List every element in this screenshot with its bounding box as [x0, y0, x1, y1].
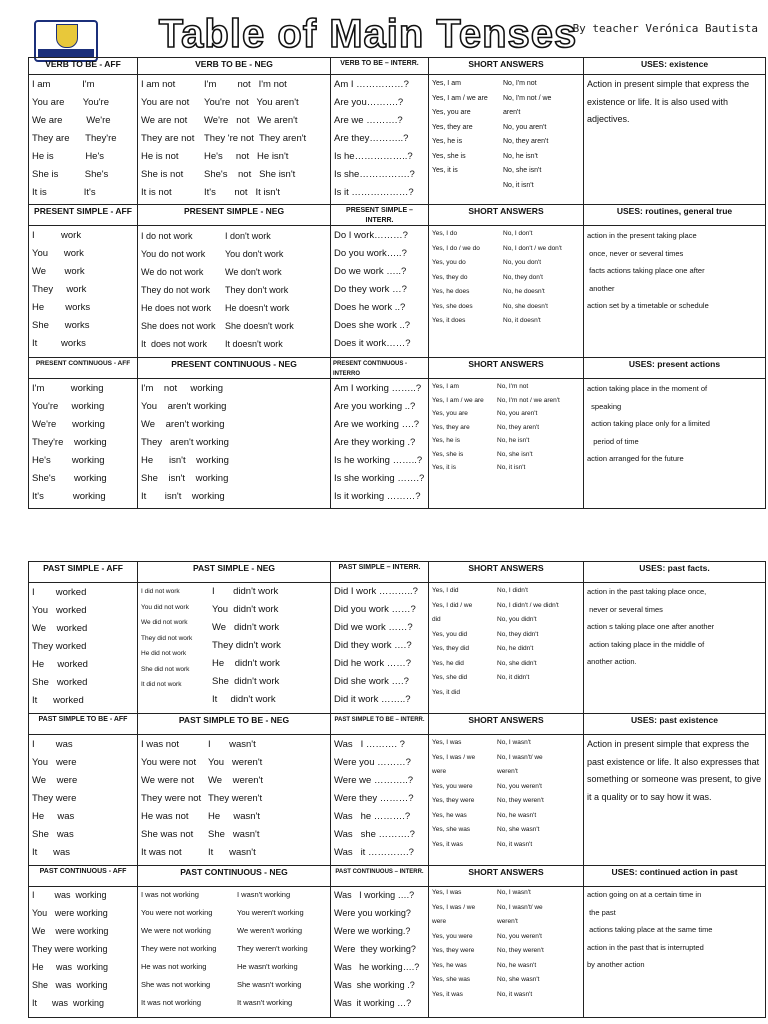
header-aff: PAST CONTINUOUS - AFF: [39, 868, 127, 875]
interr-forms: Did I work ………..? Did you work ……? Did we work ……? Did they work ….? Did he work ……? Did she work ….? Did it work ……..?: [334, 586, 418, 705]
short-answers-yes: Yes, I am Yes, I am / we are Yes, you are Yes, they are Yes, he is Yes, she is Yes, it is: [432, 383, 484, 471]
section-present-continuous: [28, 357, 766, 509]
short-answers-yes: Yes, I was Yes, I was / we were Yes, you were Yes, they were Yes, he was Yes, she was Yes, it was: [432, 889, 476, 998]
interr-forms: Am I working ……..? Are you working ..? Are we working ….? Are they working .? Is he working ……..? Is she working …….? Is it working ………?: [334, 383, 425, 502]
neg-forms-full: I do not work You do not work We do not work They do not work He does not work She does not work It does not work: [141, 231, 216, 349]
short-answers-no: No, I wasn't No, I wasn't/ we weren't No, you weren't No, they weren't No, he wasn't No, she wasn't No, it wasn't: [497, 889, 544, 998]
section-past-to-be: [28, 713, 766, 866]
header-short-answers: SHORT ANSWERS: [468, 59, 544, 69]
neg-forms-contracted: I wasn't You weren't We weren't They weren't He wasn't She wasn't It wasn't: [208, 739, 263, 858]
header-neg: VERB TO BE - NEG: [195, 59, 273, 69]
neg-forms: I'm not working You aren't working We aren't working They aren't working He isn't working She isn't working It isn't working: [141, 383, 229, 502]
section-past-simple: [28, 561, 766, 714]
header-aff: PAST SIMPLE - AFF: [43, 563, 123, 573]
aff-forms: I was working You were working We were working They were working He was working She was working It was working: [32, 890, 109, 1008]
header-neg: PAST CONTINUOUS - NEG: [180, 867, 288, 877]
neg-forms-full: I was not You were not We were not They were not He was not She was not It was not: [141, 739, 202, 858]
section-past-continuous: [28, 865, 766, 1018]
interr-forms: Am I ……………? Are you……….? Are we ……….? Are they………..? Is he……………..? Is she…………….? Is it ………………?: [334, 79, 415, 198]
neg-forms-contracted: I don't work You don't work We don't work They don't work He doesn't work She doesn't work It doesn't work: [225, 231, 294, 349]
aff-forms: I worked You worked We worked They worked He worked She worked It worked: [32, 587, 88, 706]
neg-forms-full: I was not working You were not working We were not working They were not working He was not working She was not working It was not working: [141, 890, 217, 1007]
header-interr: PAST SIMPLE – INTERR.: [338, 564, 421, 571]
header-uses: USES: past facts.: [639, 563, 710, 573]
school-logo: [34, 20, 98, 62]
uses-text: Action in present simple that express the past existence or life. It also expresses that something or someone was present, to give it a quality or to say how it was.: [587, 739, 762, 802]
interr-forms: Do I work………? Do you work…..? Do we work …..? Do they work …? Does he work ..? Does she work ..? Does it work……?: [334, 230, 411, 349]
neg-forms-contracted: I didn't work You didn't work We didn't work They didn't work He didn't work She didn't work It didn't work: [212, 586, 281, 705]
uses-text: action going on at a certain time in the past actions taking place at the same time action in the past that is interrupted by another action: [587, 890, 713, 969]
short-answers-no: No, I'm not No, I'm not / we aren't No, you aren't No, they aren't No, he isn't No, she isn't No, it isn't: [497, 383, 560, 471]
header-uses: USES: routines, general true: [616, 206, 733, 216]
header-interr: PAST SIMPLE TO BE – INTERR.: [334, 717, 425, 723]
interr-forms: Was I ………. ? Were you ………? Were we ………..? Were they ………? Was he ……….? Was she ……….? Was it ………….?: [334, 739, 415, 858]
neg-forms-contracted: I'm not I'm not You're not You aren't We're not We aren't They 're not They aren't He's not He isn't She's not She isn't It's not It isn't: [204, 79, 307, 198]
short-answers-no: No, I didn't No, I didn't / we didn't No, you didn't No, they didn't No, he didn't No, she didn't No, it didn't: [497, 587, 559, 681]
section-verb-to-be: [28, 57, 766, 205]
header-aff: PRESENT CONTINUOUS - AFF: [35, 360, 131, 367]
aff-forms: I'm working You're working We're working They're working He's working She's working It's working: [32, 383, 107, 502]
header-aff: VERB TO BE - AFF: [45, 59, 121, 69]
shield-icon: [56, 24, 78, 48]
header-aff: PAST SIMPLE TO BE - AFF: [38, 716, 128, 723]
header-short-answers: SHORT ANSWERS: [468, 563, 544, 573]
header-interr: VERB TO BE – INTERR.: [340, 60, 419, 67]
header-uses: USES: existence: [640, 59, 709, 69]
aff-forms: I was You were We were They were He was She was It was: [32, 739, 78, 858]
uses-text: action in the past taking place once, never or several times action s taking place one after another action taking place in the middle of another action.: [587, 587, 715, 666]
uses-text: action taking place in the moment of speaking action taking place only for a limited period of time action arranged for the future: [587, 384, 710, 463]
aff-forms: I work You work We work They work He works She works It works: [32, 230, 91, 349]
page-title: Table of Main Tenses: [158, 12, 578, 56]
header-interr: PAST CONTINUOUS – INTERR.: [335, 869, 424, 875]
header-short-answers: SHORT ANSWERS: [468, 359, 544, 369]
short-answers-yes: Yes, I do Yes, I do / we do Yes, you do Yes, they do Yes, he does Yes, she does Yes, it does: [432, 230, 480, 324]
short-answers-yes: Yes, I was Yes, I was / we were Yes, you were Yes, they were Yes, he was Yes, she was Yes, it was: [432, 739, 476, 848]
section-present-simple: [28, 204, 766, 358]
header-interr: PRESENT CONTINUOUS - INTERRO: [333, 361, 408, 377]
header-short-answers: SHORT ANSWERS: [468, 867, 544, 877]
uses-text: Action in present simple that express the existence or life. It is also used with adjectives.: [587, 79, 750, 124]
header-neg: PAST SIMPLE TO BE - NEG: [178, 715, 290, 725]
neg-forms-full: I am not You are not We are not They are not He is not She is not It is not: [141, 79, 195, 198]
short-answers-no: No, I wasn't No, I wasn't/ we weren't No, you weren't No, they weren't No, he wasn't No, she wasn't No, it wasn't: [497, 739, 544, 848]
page-header: [28, 12, 766, 62]
header-aff: PRESENT SIMPLE - AFF: [34, 206, 132, 216]
header-uses: USES: present actions: [628, 359, 721, 369]
neg-forms-contracted: I wasn't working You weren't working We weren't working They weren't working He wasn't working She wasn't working It wasn't working: [237, 890, 308, 1007]
aff-forms: I am I'm You are You're We are We're They are They're He is He's She is She's It is It's: [32, 79, 117, 198]
header-interr: PRESENT SIMPLE – INTERR.: [346, 207, 413, 224]
header-neg: PRESENT SIMPLE - NEG: [183, 206, 285, 216]
short-answers-no: No, I don't No, I don't / we don't No, you don't No, they don't No, he doesn't No, she doesn't No, it doesn't: [503, 230, 562, 324]
header-neg: PAST SIMPLE - NEG: [192, 563, 276, 573]
short-answers-yes: Yes, I am Yes, I am / we are Yes, you are Yes, they are Yes, he is Yes, she is Yes, it is: [432, 80, 488, 174]
neg-forms-full: I did not work You did not work We did not work They did not work He did not work She did not work It did not work: [141, 588, 193, 688]
uses-text: action in the present taking place once, never or several times facts actions taking place one after another action set by a timetable or schedule: [587, 231, 709, 310]
header-short-answers: SHORT ANSWERS: [468, 206, 544, 216]
interr-forms: Was I working ….? Were you working? Were we working.? Were they working? Was he working….? Was she working .? Was it working …?: [334, 890, 420, 1008]
author-credit: By teacher Verónica Bautista: [572, 22, 758, 35]
short-answers-no: No, I'm not No, I'm not / we aren't No, you aren't No, they aren't No, he isn't No, she isn't No, it isn't: [503, 80, 552, 189]
header-neg: PRESENT CONTINUOUS - NEG: [171, 359, 297, 369]
header-uses: USES: continued action in past: [611, 867, 738, 877]
header-uses: USES: past existence: [631, 715, 718, 725]
logo-band: [38, 49, 94, 57]
short-answers-yes: Yes, I did Yes, I did / we did Yes, you did Yes, they did Yes, he did Yes, she did Yes, it did: [432, 587, 473, 696]
header-short-answers: SHORT ANSWERS: [468, 715, 544, 725]
